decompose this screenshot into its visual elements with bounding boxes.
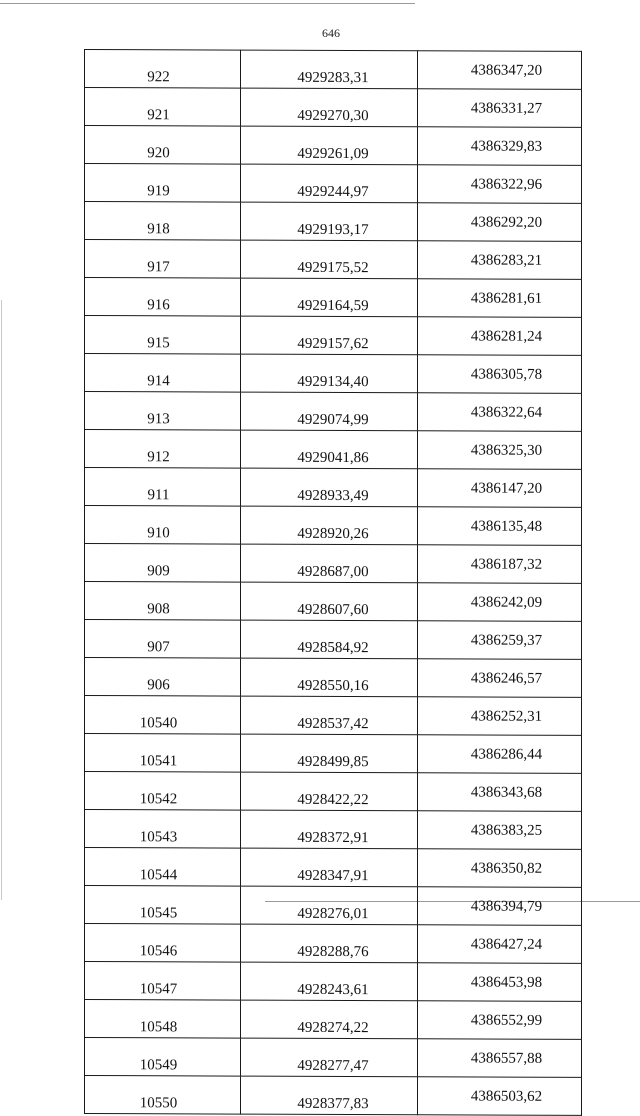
y-coordinate-cell: 4386322,96	[418, 165, 582, 204]
y-coordinate-cell: 4386187,32	[418, 545, 582, 584]
table-row	[85, 468, 582, 508]
point-number-cell: 910	[85, 506, 241, 545]
y-coordinate-cell: 4386552,99	[418, 1001, 582, 1040]
y-coordinate-cell: 4386252,31	[418, 697, 582, 736]
point-number-cell: 906	[85, 658, 241, 697]
x-coordinate-cell: 4928933,49	[241, 468, 418, 507]
point-number-cell: 912	[85, 430, 241, 469]
point-number-cell: 922	[85, 50, 241, 89]
x-coordinate-cell: 4928550,16	[241, 658, 418, 697]
table-row	[85, 886, 582, 926]
y-coordinate-cell: 4386322,64	[418, 393, 582, 432]
x-coordinate-cell: 4929041,86	[241, 430, 418, 469]
x-coordinate-cell: 4928584,92	[241, 620, 418, 659]
table-row	[85, 354, 582, 394]
point-number-cell: 10547	[85, 962, 241, 1001]
x-coordinate-cell: 4929283,31	[241, 50, 418, 89]
table-row	[85, 50, 582, 90]
point-number-cell: 917	[85, 240, 241, 279]
table-row	[85, 582, 582, 622]
y-coordinate-cell: 4386292,20	[418, 203, 582, 242]
y-coordinate-cell: 4386283,21	[418, 241, 582, 280]
y-coordinate-cell: 4386325,30	[418, 431, 582, 470]
x-coordinate-cell: 4928422,22	[241, 772, 418, 811]
x-coordinate-cell: 4929164,59	[241, 278, 418, 317]
table-row	[85, 1076, 582, 1116]
x-coordinate-cell: 4928687,00	[241, 544, 418, 583]
x-coordinate-cell: 4929157,62	[241, 316, 418, 355]
x-coordinate-cell: 4929175,52	[241, 240, 418, 279]
y-coordinate-cell: 4386259,37	[418, 621, 582, 660]
page-number: 646	[322, 26, 340, 40]
y-coordinate-cell: 4386246,57	[418, 659, 582, 698]
coordinates-table-body	[85, 50, 582, 1116]
point-number-cell: 907	[85, 620, 241, 659]
y-coordinate-cell: 4386503,62	[418, 1077, 582, 1116]
x-coordinate-cell: 4929244,97	[241, 164, 418, 203]
point-number-cell: 10544	[85, 848, 241, 887]
point-number-cell: 10545	[85, 886, 241, 925]
x-coordinate-cell: 4929074,99	[241, 392, 418, 431]
y-coordinate-cell: 4386557,88	[418, 1039, 582, 1078]
y-coordinate-cell: 4386347,20	[418, 51, 582, 90]
y-coordinate-cell: 4386281,61	[418, 279, 582, 318]
table-row	[85, 848, 582, 888]
table-row	[85, 620, 582, 660]
x-coordinate-cell: 4929270,30	[241, 88, 418, 127]
table-row	[85, 506, 582, 546]
table-row	[85, 658, 582, 698]
point-number-cell: 915	[85, 316, 241, 355]
x-coordinate-cell: 4929193,17	[241, 202, 418, 241]
y-coordinate-cell: 4386383,25	[418, 811, 582, 850]
table-row	[85, 126, 582, 166]
x-coordinate-cell: 4928288,76	[241, 924, 418, 963]
coordinates-table	[84, 49, 582, 1116]
x-coordinate-cell: 4928920,26	[241, 506, 418, 545]
table-row	[85, 734, 582, 774]
x-coordinate-cell: 4929134,40	[241, 354, 418, 393]
x-coordinate-cell: 4928377,83	[241, 1076, 418, 1115]
y-coordinate-cell: 4386427,24	[418, 925, 582, 964]
y-coordinate-cell: 4386281,24	[418, 317, 582, 356]
table-row	[85, 924, 582, 964]
y-coordinate-cell: 4386343,68	[418, 773, 582, 812]
y-coordinate-cell: 4386394,79	[418, 887, 582, 926]
table-row	[85, 772, 582, 812]
point-number-cell: 10542	[85, 772, 241, 811]
point-number-cell: 10548	[85, 1000, 241, 1039]
point-number-cell: 10546	[85, 924, 241, 963]
y-coordinate-cell: 4386350,82	[418, 849, 582, 888]
point-number-cell: 911	[85, 468, 241, 507]
x-coordinate-cell: 4928274,22	[241, 1000, 418, 1039]
table-row	[85, 316, 582, 356]
point-number-cell: 916	[85, 278, 241, 317]
y-coordinate-cell: 4386453,98	[418, 963, 582, 1002]
y-coordinate-cell: 4386242,09	[418, 583, 582, 622]
x-coordinate-cell: 4928276,01	[241, 886, 418, 925]
table-row	[85, 164, 582, 204]
y-coordinate-cell: 4386331,27	[418, 89, 582, 128]
scan-top-edge-line	[0, 3, 415, 4]
x-coordinate-cell: 4928372,91	[241, 810, 418, 849]
point-number-cell: 913	[85, 392, 241, 431]
point-number-cell: 909	[85, 544, 241, 583]
x-coordinate-cell: 4928499,85	[241, 734, 418, 773]
y-coordinate-cell: 4386329,83	[418, 127, 582, 166]
x-coordinate-cell: 4928243,61	[241, 962, 418, 1001]
y-coordinate-cell: 4386286,44	[418, 735, 582, 774]
table-row	[85, 1000, 582, 1040]
table-row	[85, 810, 582, 850]
x-coordinate-cell: 4928277,47	[241, 1038, 418, 1077]
table-row	[85, 392, 582, 432]
x-coordinate-cell: 4929261,09	[241, 126, 418, 165]
table-row	[85, 430, 582, 470]
point-number-cell: 918	[85, 202, 241, 241]
point-number-cell: 10540	[85, 696, 241, 735]
point-number-cell: 914	[85, 354, 241, 393]
table-row	[85, 696, 582, 736]
scan-left-edge-line	[1, 300, 2, 900]
point-number-cell: 921	[85, 88, 241, 127]
point-number-cell: 908	[85, 582, 241, 621]
x-coordinate-cell: 4928537,42	[241, 696, 418, 735]
point-number-cell: 10541	[85, 734, 241, 773]
point-number-cell: 920	[85, 126, 241, 165]
x-coordinate-cell: 4928347,91	[241, 848, 418, 887]
point-number-cell: 10549	[85, 1038, 241, 1077]
y-coordinate-cell: 4386147,20	[418, 469, 582, 508]
point-number-cell: 10543	[85, 810, 241, 849]
y-coordinate-cell: 4386135,48	[418, 507, 582, 546]
table-row	[85, 240, 582, 280]
table-row	[85, 278, 582, 318]
y-coordinate-cell: 4386305,78	[418, 355, 582, 394]
point-number-cell: 10550	[85, 1076, 241, 1115]
table-row	[85, 962, 582, 1002]
table-row	[85, 544, 582, 584]
table-row	[85, 202, 582, 242]
table-row	[85, 1038, 582, 1078]
point-number-cell: 919	[85, 164, 241, 203]
table-row	[85, 88, 582, 128]
x-coordinate-cell: 4928607,60	[241, 582, 418, 621]
